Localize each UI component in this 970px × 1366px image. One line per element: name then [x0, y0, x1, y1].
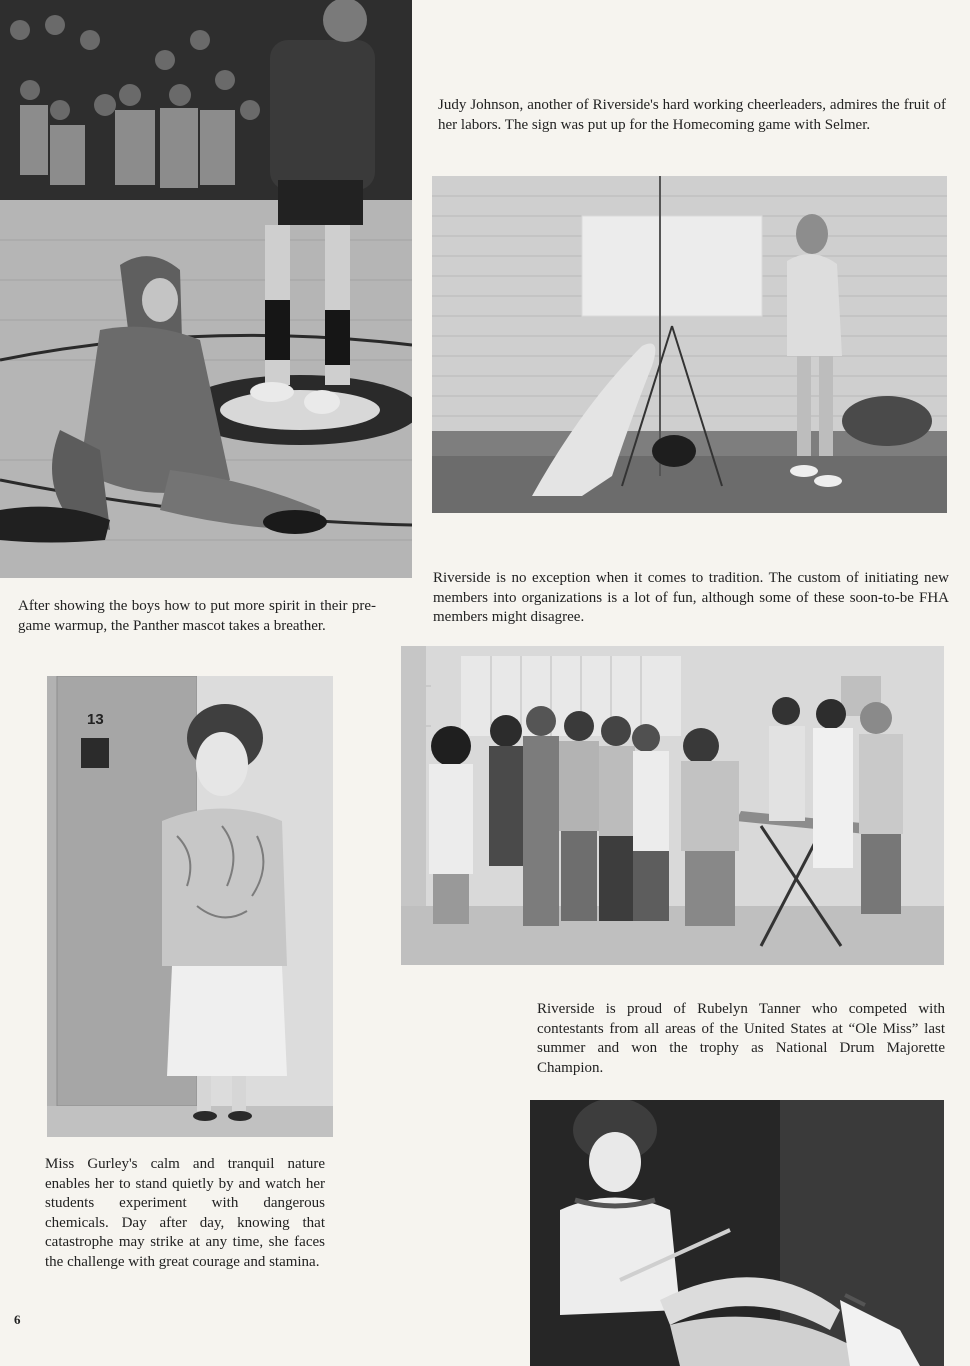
miss-gurley-illustration — [47, 676, 333, 1137]
photo-miss-gurley — [47, 676, 333, 1137]
door-number-label: 13 — [87, 711, 104, 728]
caption-miss-gurley: Miss Gurley's calm and tranquil nature enables her to stand quietly by and watch her students experiment with dangerous chemicals. Day after day, knowing that catastrophe may strike at any time, she faces the challenge with great courage and stamina. — [45, 1156, 325, 1270]
photo-fha-initiation — [401, 646, 944, 965]
caption-fha-initiation: Riverside is no exception when it comes to tradition. The custom of initiating new members into organizations is a lot of fun, although some of these soon-to-be FHA members might disagree. — [433, 570, 949, 625]
drum-majorette-illustration — [530, 1100, 944, 1366]
photo-cheerleader-sign — [432, 176, 947, 513]
photo-drum-majorette — [530, 1100, 944, 1366]
fha-initiation-illustration — [401, 646, 944, 965]
caption-drum-majorette: Riverside is proud of Rubelyn Tanner who competed with contestants from all areas of the United States at “Ole Miss” last summer and won the trophy as National Drum Majorette Champion. — [537, 1001, 945, 1076]
caption-cheerleader-sign: Judy Johnson, another of Riverside's hard working cheerleaders, admires the fruit of her labors. The sign was put up for the Homecoming game with Selmer. — [438, 97, 946, 133]
caption-panther-mascot: After showing the boys how to put more spirit in their pre-game warmup, the Panther mascot takes a breather. — [18, 598, 376, 634]
photo-panther-mascot — [0, 0, 412, 578]
cheerleader-sign-illustration — [432, 176, 947, 513]
page-number: 6 — [14, 1312, 21, 1327]
panther-mascot-illustration — [0, 0, 412, 578]
